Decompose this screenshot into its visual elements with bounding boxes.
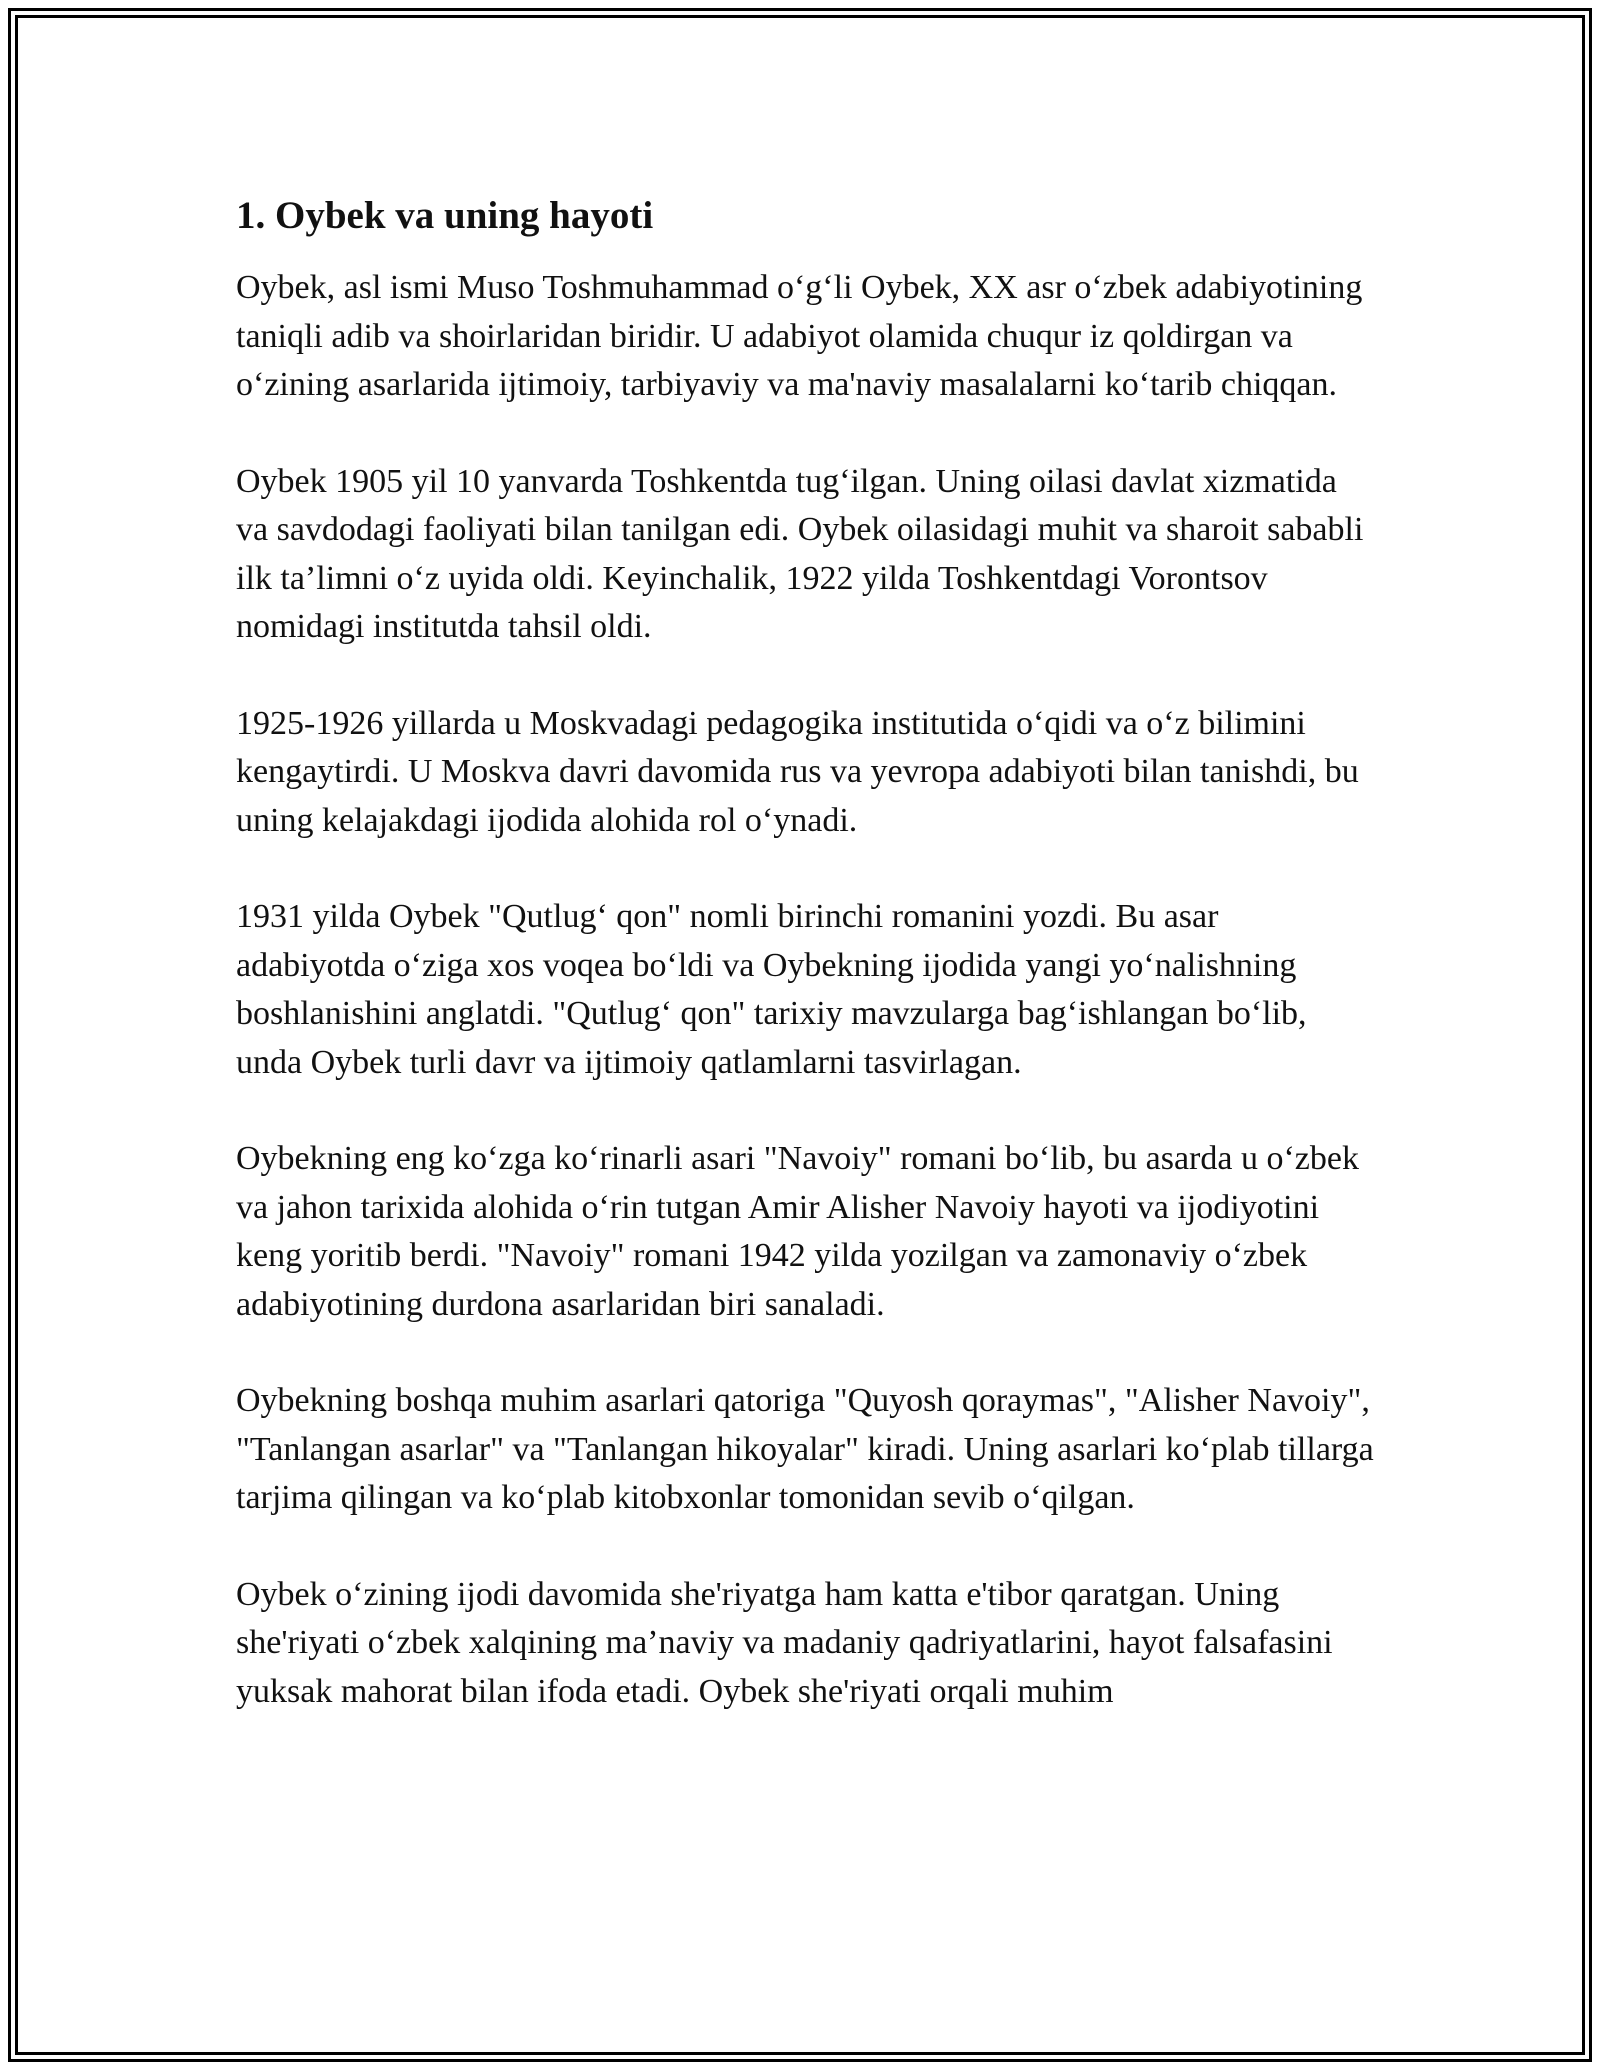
section-heading: 1. Oybek va uning hayoti [236,194,654,237]
paragraph-moscow: 1925-1926 yillarda u Moskvadagi pedagogika institutida o‘qidi va o‘z bilimini kengaytirdi. U Moskva davri davomida rus va yevropa adabiyoti bilan tanishdi, bu uning kelajakdagi ijodida alohida rol o‘ynadi. [236,704,1359,839]
paragraph-birth: Oybek 1905 yil 10 yanvarda Toshkentda tug‘ilgan. Uning oilasi davlat xizmatida va savdodagi faoliyati bilan tanilgan edi. Oybek oilasidagi muhit va sharoit sababli ilk ta’limni o‘z uyida oldi. Keyinchalik, 1922 yilda Toshkentdagi Vorontsov nomidagi institutda tahsil oldi. [236,462,1364,645]
paragraph-poetry: Oybek o‘zining ijodi davomida she'riyatga ham katta e'tibor qaratgan. Uning she'riyati o‘zbek xalqining ma’naviy va madaniy qadriyatlarini, hayot falsafasini yuksak mahorat bilan ifoda etadi. Oybek she'riyati orqali muhim [236,1575,1333,1710]
paragraph-first-novel: 1931 yilda Oybek "Qutlug‘ qon" nomli birinchi romanini yozdi. Bu asar adabiyotda o‘ziga xos voqea bo‘ldi va Oybekning ijodida yangi yo‘nalishning boshlanishini anglatdi. "Qutlug‘ qon" tarixiy mavzularga bag‘ishlangan bo‘lib, unda Oybek turli davr va ijtimoiy qatlamlarni tasvirlagan. [236,898,1307,1081]
document-page [236,188,1376,1764]
paragraph-other-works: Oybekning boshqa muhim asarlari qatoriga "Quyosh qoraymas", "Alisher Navoiy", "Tanlangan asarlar" va "Tanlangan hikoyalar" kiradi. Uning asarlari ko‘plab tillarga tarjima qilingan va ko‘plab kitobxonlar tomonidan sevib o‘qilgan. [236,1382,1374,1516]
paragraph-navoiy: Oybekning eng ko‘zga ko‘rinarli asari "Navoiy" romani bo‘lib, bu asarda u o‘zbek va jahon tarixida alohida o‘rin tutgan Amir Alisher Navoiy hayoti va ijodiyotini keng yoritib berdi. "Navoiy" romani 1942 yilda yozilgan va zamonaviy o‘zbek adabiyotining durdona asarlaridan biri sanaladi. [236,1140,1359,1323]
paragraph-intro: Oybek, asl ismi Muso Toshmuhammad o‘g‘li Oybek, XX asr o‘zbek adabiyotining taniqli adib va shoirlaridan biridir. U adabiyot olamida chuqur iz qoldirgan va o‘zining asarlarida ijtimoiy, tarbiyaviy va ma'naviy masalalarni ko‘tarib chiqqan. [236,269,1363,403]
